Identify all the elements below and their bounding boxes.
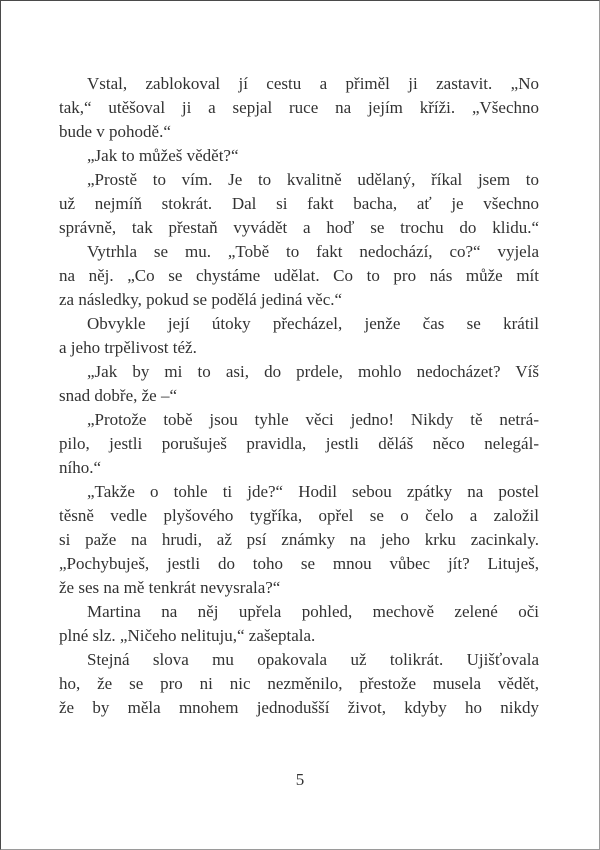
text-line: na něj. „Co se chystáme udělat. Co to pro nás může mít [59, 266, 539, 285]
text-line: bude v pohodě.“ [59, 122, 171, 141]
text-line: Martina na něj upřela pohled, mechově zelené oči [87, 602, 539, 621]
text-line: správně, tak přestaň vyvádět a hoď se trochu do klidu.“ [59, 218, 539, 237]
text-line: Obvykle její útoky přecházel, jenže čas se krátil [87, 314, 539, 333]
text-line: „Takže o tohle ti jde?“ Hodil sebou zpátky na postel [87, 482, 539, 501]
text-line: těsně vedle plyšového tygříka, opřel se o čelo a založil [59, 506, 539, 525]
page-text [59, 72, 539, 720]
text-line: Vstal, zablokoval jí cestu a přiměl ji zastavit. „No [87, 74, 539, 93]
text-line: pilo, jestli porušuješ pravidla, jestli děláš něco nelegál- [59, 434, 539, 453]
text-line: si paže na hrudi, až psí známky na jeho krku zacinkaly. [59, 530, 539, 549]
text-line: Stejná slova mu opakovala už tolikrát. Ujišťovala [87, 650, 539, 669]
text-line: a jeho trpělivost též. [59, 338, 197, 357]
text-line: „Prostě to vím. Je to kvalitně udělaný, říkal jsem to [87, 170, 539, 189]
text-line: Vytrhla se mu. „Tobě to fakt nedochází, co?“ vyjela [87, 242, 539, 261]
text-line: že ses na mě tenkrát nevysrala?“ [59, 578, 281, 597]
text-line: za následky, pokud se podělá jediná věc.“ [59, 290, 343, 309]
text-line: „Protože tobě jsou tyhle věci jedno! Nikdy tě netrá- [87, 410, 539, 429]
text-line: ního.“ [59, 458, 102, 477]
page-number: 5 [295, 770, 305, 789]
text-line: „Jak to můžeš vědět?“ [87, 146, 239, 165]
text-line: plné slz. „Ničeho nelituju,“ zašeptala. [59, 626, 316, 645]
text-line: „Pochybuješ, jestli do toho se mnou vůbec jít? Lituješ, [59, 554, 539, 573]
text-line: že by měla mnohem jednodušší život, kdyby ho nikdy [59, 698, 539, 717]
text-line: snad dobře, že –“ [59, 386, 178, 405]
text-line: už nejmíň stokrát. Dal si fakt bacha, ať je všechno [59, 194, 539, 213]
text-line: tak,“ utěšoval ji a sepjal ruce na jejím kříži. „Všechno [59, 98, 539, 117]
text-line: „Jak by mi to asi, do prdele, mohlo nedocházet? Víš [87, 362, 539, 381]
text-line: ho, že se pro ni nic nezměnilo, přestože musela vědět, [59, 674, 539, 693]
